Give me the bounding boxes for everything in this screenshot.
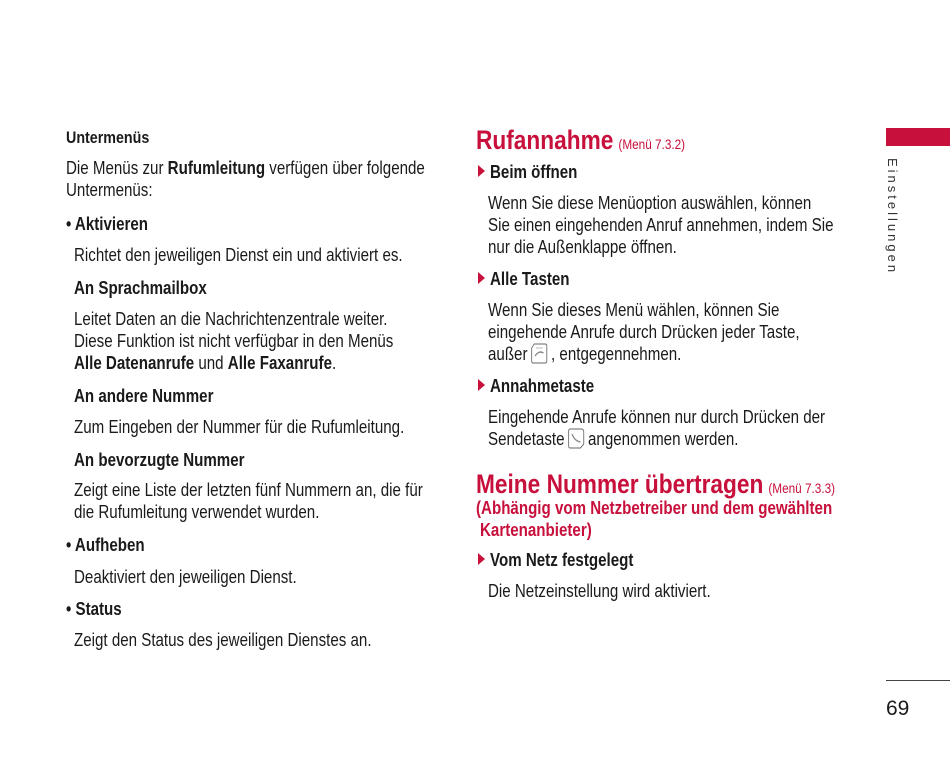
activate-title: • Aktivieren — [66, 214, 149, 234]
answer-menu-ref: (Menü 7.3.2) — [618, 136, 686, 152]
arrow-bullet-icon — [478, 272, 485, 284]
on-open-title: Beim öffnen — [490, 162, 578, 182]
preferred-number-title: An bevorzugte Nummer — [74, 450, 245, 470]
send-key-icon — [568, 427, 585, 449]
network-set-title: Vom Netz festgelegt — [490, 550, 634, 570]
cancel-desc: Deaktiviert den jeweiligen Dienst. — [74, 567, 297, 587]
send-key-desc: Eingehende Anrufe können nur durch Drücken der Sendetaste angenommen werden. — [488, 407, 826, 449]
arrow-bullet-icon — [478, 553, 485, 565]
on-open-desc: Wenn Sie diese Menüoption auswählen, können Sie einen eingehenden Anruf annehmen, indem Sie nur die Außenklappe öffnen. — [488, 193, 834, 257]
all-keys-desc: Wenn Sie dieses Menü wählen, können Sie eingehende Anrufe durch Drücken jeder Taste, außer , entgegennehmen. — [488, 300, 800, 364]
other-number-title: An andere Nummer — [74, 386, 214, 406]
page-divider — [886, 680, 950, 681]
arrow-bullet-icon — [478, 379, 485, 391]
end-key-icon — [531, 342, 548, 364]
section-label: Einstellungen — [885, 158, 900, 276]
submenus-heading: Untermenüs — [66, 128, 150, 147]
arrow-bullet-icon — [478, 165, 485, 177]
intro-paragraph: Die Menüs zur Rufumleitung verfügen über folgende Untermenüs: — [66, 158, 425, 200]
caller-id-note: (Abhängig vom Netzbetreiber und dem gewählten Kartenanbieter) — [476, 498, 833, 540]
activate-desc: Richtet den jeweiligen Dienst ein und aktiviert es. — [74, 245, 403, 265]
cancel-title: • Aufheben — [66, 535, 145, 555]
status-title: • Status — [66, 599, 122, 619]
page-number: 69 — [886, 697, 910, 720]
voicemail-desc: Leitet Daten an die Nachrichtenzentrale weiter. Diese Funktion ist nicht verfügbar in den Menüs Alle Datenanrufe und Alle Faxanrufe. — [74, 309, 394, 373]
preferred-number-desc: Zeigt eine Liste der letzten fünf Nummern an, die für die Rufumleitung verwendet wurden. — [74, 480, 423, 522]
send-key-title: Annahmetaste — [490, 376, 595, 396]
section-tab — [886, 128, 950, 146]
other-number-desc: Zum Eingeben der Nummer für die Rufumleitung. — [74, 417, 405, 437]
status-desc: Zeigt den Status des jeweiligen Dienstes an. — [74, 630, 372, 650]
caller-id-heading: Meine Nummer übertragen (Menü 7.3.3) — [476, 469, 836, 499]
voicemail-title: An Sprachmailbox — [74, 278, 207, 298]
answer-mode-heading: Rufannahme (Menü 7.3.2) — [476, 125, 686, 155]
network-set-desc: Die Netzeinstellung wird aktiviert. — [488, 581, 711, 601]
caller-id-menu-ref: (Menü 7.3.3) — [768, 480, 836, 496]
all-keys-title: Alle Tasten — [490, 269, 570, 289]
